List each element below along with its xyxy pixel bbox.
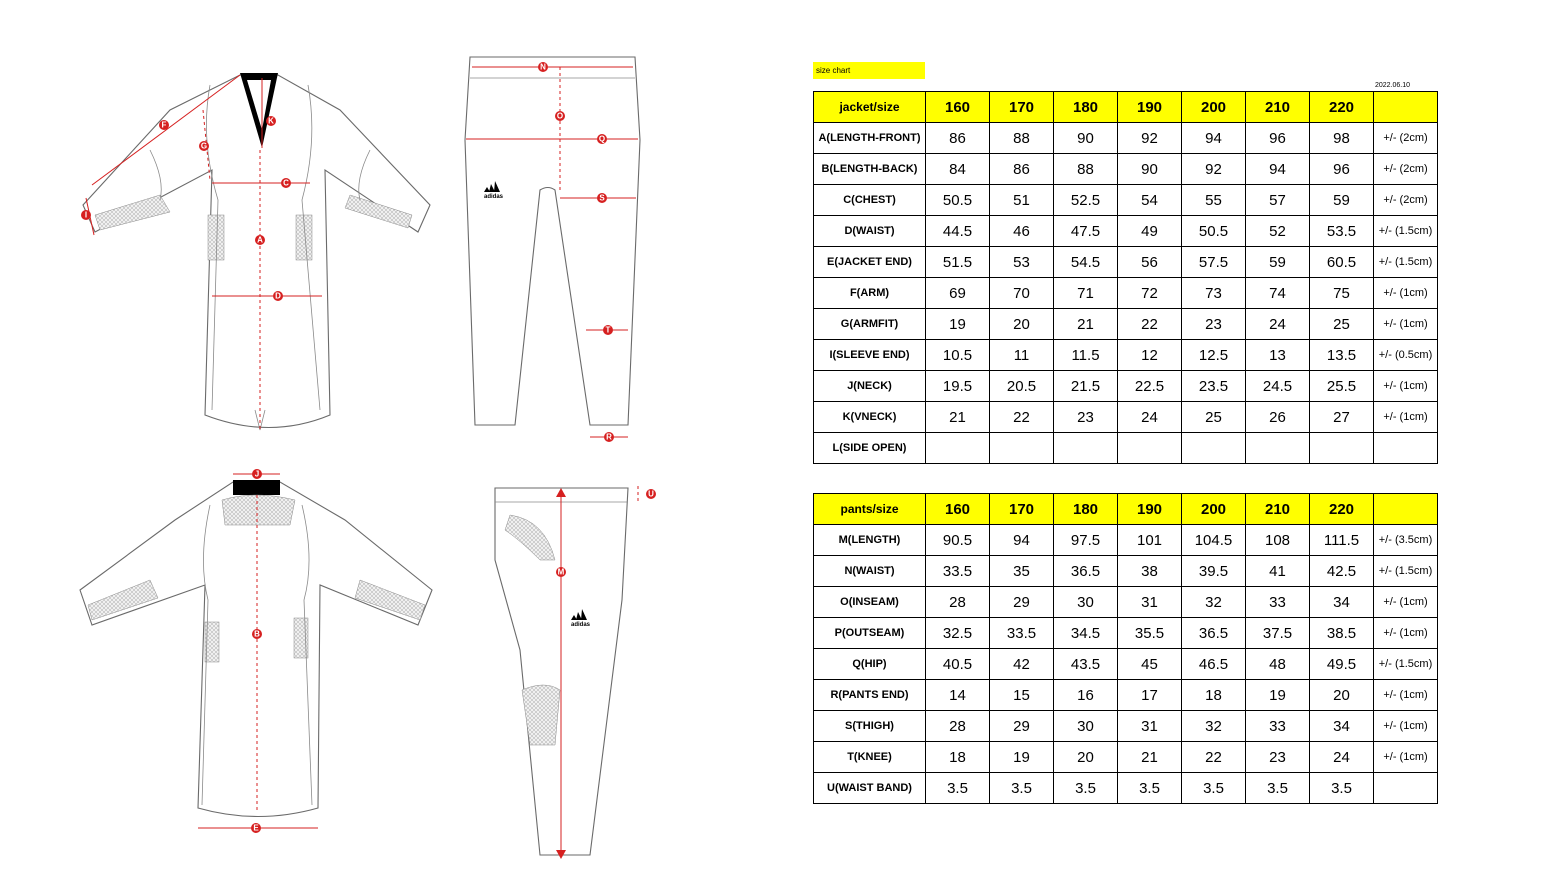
- table-row: [814, 587, 1438, 618]
- tolerance-cell: +/- (1.5cm): [1374, 247, 1438, 278]
- jacket-back-drawing: [80, 474, 432, 828]
- svg-text:D: D: [275, 291, 281, 301]
- size-header-cell: 190: [1118, 494, 1182, 525]
- table-row: [814, 525, 1438, 556]
- size-value-cell: 24.5: [1246, 371, 1310, 402]
- measure-label-f: [159, 120, 169, 130]
- measure-label-j: [252, 469, 262, 479]
- svg-text:U: U: [648, 489, 654, 499]
- size-value-cell: 13: [1246, 340, 1310, 371]
- size-value-cell: 21.5: [1054, 371, 1118, 402]
- tolerance-cell: +/- (1cm): [1374, 587, 1438, 618]
- size-value-cell: 55: [1182, 185, 1246, 216]
- svg-text:J: J: [254, 469, 260, 479]
- size-value-cell: 3.5: [1310, 773, 1374, 804]
- measurement-label: E(JACKET END): [814, 247, 926, 278]
- size-value-cell: 57.5: [1182, 247, 1246, 278]
- size-value-cell: 34.5: [1054, 618, 1118, 649]
- size-header-cell: 170: [990, 92, 1054, 123]
- measurement-label: U(WAIST BAND): [814, 773, 926, 804]
- size-value-cell: 18: [926, 742, 990, 773]
- jacket-front-drawing: [83, 73, 430, 432]
- size-value-cell: 37.5: [1246, 618, 1310, 649]
- size-value-cell: 31: [1118, 711, 1182, 742]
- size-value-cell: 23: [1182, 309, 1246, 340]
- size-value-cell: 42: [990, 649, 1054, 680]
- measure-label-s: [597, 193, 607, 203]
- size-value-cell: 28: [926, 711, 990, 742]
- size-value-cell: 97.5: [1054, 525, 1118, 556]
- table-row: [814, 216, 1438, 247]
- svg-text:K: K: [268, 116, 274, 126]
- tolerance-cell: +/- (2cm): [1374, 154, 1438, 185]
- size-header-cell: 220: [1310, 92, 1374, 123]
- table-header-row: [814, 494, 1438, 525]
- size-value-cell: 21: [1118, 742, 1182, 773]
- size-value-cell: 54.5: [1054, 247, 1118, 278]
- svg-text:I: I: [84, 210, 88, 220]
- table-row: [814, 340, 1438, 371]
- size-value-cell: 29: [990, 587, 1054, 618]
- size-value-cell: [990, 433, 1054, 464]
- size-header-cell: 210: [1246, 92, 1310, 123]
- measure-label-b: [252, 629, 262, 639]
- size-value-cell: 90: [1054, 123, 1118, 154]
- size-value-cell: 33: [1246, 587, 1310, 618]
- measurement-label: B(LENGTH-BACK): [814, 154, 926, 185]
- size-header-cell: 210: [1246, 494, 1310, 525]
- size-value-cell: 22.5: [1118, 371, 1182, 402]
- size-value-cell: 25.5: [1310, 371, 1374, 402]
- size-value-cell: 50.5: [1182, 216, 1246, 247]
- size-value-cell: 88: [990, 123, 1054, 154]
- measurement-label: N(WAIST): [814, 556, 926, 587]
- table-row: [814, 278, 1438, 309]
- tolerance-cell: +/- (1cm): [1374, 402, 1438, 433]
- measurement-label: M(LENGTH): [814, 525, 926, 556]
- size-value-cell: 29: [990, 711, 1054, 742]
- size-value-cell: 31: [1118, 587, 1182, 618]
- pants-size-table: [813, 493, 1438, 804]
- svg-text:F: F: [161, 120, 167, 130]
- measurement-label: C(CHEST): [814, 185, 926, 216]
- size-value-cell: 73: [1182, 278, 1246, 309]
- measurement-label: L(SIDE OPEN): [814, 433, 926, 464]
- size-value-cell: 34: [1310, 587, 1374, 618]
- measure-label-d: [273, 291, 283, 301]
- svg-text:B: B: [254, 629, 260, 639]
- size-value-cell: 59: [1246, 247, 1310, 278]
- measurement-label: K(VNECK): [814, 402, 926, 433]
- size-value-cell: 49.5: [1310, 649, 1374, 680]
- measure-label-g: [199, 141, 209, 151]
- measure-label-m: [556, 567, 566, 577]
- table-row: [814, 154, 1438, 185]
- size-value-cell: 17: [1118, 680, 1182, 711]
- measurement-label: Q(HIP): [814, 649, 926, 680]
- size-value-cell: 10.5: [926, 340, 990, 371]
- table-row: [814, 371, 1438, 402]
- size-value-cell: 24: [1118, 402, 1182, 433]
- table-row: [814, 185, 1438, 216]
- chart-date: 2022.06.10: [1375, 82, 1411, 89]
- table-row: [814, 773, 1438, 804]
- measurement-label: I(SLEEVE END): [814, 340, 926, 371]
- size-value-cell: 48: [1246, 649, 1310, 680]
- size-value-cell: 44.5: [926, 216, 990, 247]
- jacket-size-table: [813, 91, 1438, 464]
- size-value-cell: 32: [1182, 587, 1246, 618]
- measure-label-q: [597, 134, 607, 144]
- size-value-cell: 38.5: [1310, 618, 1374, 649]
- tolerance-cell: +/- (1cm): [1374, 742, 1438, 773]
- pants-back-drawing: [495, 486, 638, 859]
- size-header-cell: 200: [1182, 494, 1246, 525]
- table-header-row: [814, 92, 1438, 123]
- size-value-cell: 3.5: [1118, 773, 1182, 804]
- tolerance-cell: +/- (3.5cm): [1374, 525, 1438, 556]
- pants-table-body: [814, 494, 1438, 804]
- size-value-cell: 111.5: [1310, 525, 1374, 556]
- tolerance-cell: +/- (1cm): [1374, 680, 1438, 711]
- size-value-cell: 25: [1182, 402, 1246, 433]
- measurement-label: G(ARMFIT): [814, 309, 926, 340]
- size-value-cell: 32: [1182, 711, 1246, 742]
- measurement-label: T(KNEE): [814, 742, 926, 773]
- table-row: [814, 433, 1438, 464]
- size-value-cell: [1310, 433, 1374, 464]
- svg-text:O: O: [556, 111, 564, 121]
- size-value-cell: [1054, 433, 1118, 464]
- size-value-cell: 50.5: [926, 185, 990, 216]
- measure-label-t: [603, 325, 613, 335]
- size-value-cell: 59: [1310, 185, 1374, 216]
- tolerance-cell: +/- (1.5cm): [1374, 216, 1438, 247]
- size-value-cell: 30: [1054, 711, 1118, 742]
- size-header-cell: 170: [990, 494, 1054, 525]
- tolerance-header-cell: [1374, 92, 1438, 123]
- size-value-cell: 24: [1310, 742, 1374, 773]
- svg-text:Q: Q: [598, 134, 606, 144]
- size-value-cell: 36.5: [1182, 618, 1246, 649]
- size-value-cell: 52: [1246, 216, 1310, 247]
- size-value-cell: 28: [926, 587, 990, 618]
- size-value-cell: 19: [990, 742, 1054, 773]
- size-value-cell: 21: [926, 402, 990, 433]
- measurement-label: A(LENGTH-FRONT): [814, 123, 926, 154]
- size-value-cell: 19: [926, 309, 990, 340]
- size-value-cell: 20: [990, 309, 1054, 340]
- measure-label-r: [604, 432, 614, 442]
- size-value-cell: 96: [1310, 154, 1374, 185]
- size-value-cell: 56: [1118, 247, 1182, 278]
- size-chart-label: size chart: [813, 62, 925, 79]
- size-value-cell: 94: [990, 525, 1054, 556]
- tolerance-header-cell: [1374, 494, 1438, 525]
- svg-text:E: E: [253, 823, 259, 833]
- size-header-cell: 160: [926, 494, 990, 525]
- size-value-cell: [1118, 433, 1182, 464]
- size-value-cell: 86: [990, 154, 1054, 185]
- size-value-cell: 40.5: [926, 649, 990, 680]
- measure-label-u: [646, 489, 656, 499]
- table-row: [814, 649, 1438, 680]
- size-value-cell: 12: [1118, 340, 1182, 371]
- size-value-cell: 24: [1246, 309, 1310, 340]
- size-value-cell: 20: [1310, 680, 1374, 711]
- measure-label-o: [555, 111, 565, 121]
- tolerance-cell: +/- (1cm): [1374, 278, 1438, 309]
- size-value-cell: 53: [990, 247, 1054, 278]
- svg-text:C: C: [283, 178, 289, 188]
- size-value-cell: 23: [1246, 742, 1310, 773]
- size-value-cell: 38: [1118, 556, 1182, 587]
- size-value-cell: 35: [990, 556, 1054, 587]
- tolerance-cell: +/- (2cm): [1374, 123, 1438, 154]
- tolerance-cell: +/- (1.5cm): [1374, 556, 1438, 587]
- size-value-cell: 20.5: [990, 371, 1054, 402]
- tolerance-cell: +/- (1cm): [1374, 711, 1438, 742]
- size-value-cell: 22: [990, 402, 1054, 433]
- table-row: [814, 123, 1438, 154]
- size-value-cell: 52.5: [1054, 185, 1118, 216]
- size-header-cell: 220: [1310, 494, 1374, 525]
- measurement-label: P(OUTSEAM): [814, 618, 926, 649]
- size-header-cell: 160: [926, 92, 990, 123]
- size-value-cell: 51.5: [926, 247, 990, 278]
- table-row: [814, 309, 1438, 340]
- size-value-cell: 32.5: [926, 618, 990, 649]
- size-value-cell: 51: [990, 185, 1054, 216]
- size-value-cell: 16: [1054, 680, 1118, 711]
- tolerance-cell: +/- (2cm): [1374, 185, 1438, 216]
- size-value-cell: 26: [1246, 402, 1310, 433]
- size-value-cell: 34: [1310, 711, 1374, 742]
- size-value-cell: 54: [1118, 185, 1182, 216]
- size-value-cell: 39.5: [1182, 556, 1246, 587]
- size-value-cell: 21: [1054, 309, 1118, 340]
- size-value-cell: 3.5: [990, 773, 1054, 804]
- size-value-cell: 19.5: [926, 371, 990, 402]
- size-value-cell: 23.5: [1182, 371, 1246, 402]
- measure-label-a: [255, 235, 265, 245]
- size-value-cell: 11.5: [1054, 340, 1118, 371]
- pants-front-drawing: [465, 57, 640, 437]
- size-value-cell: 101: [1118, 525, 1182, 556]
- size-value-cell: 98: [1310, 123, 1374, 154]
- size-value-cell: 30: [1054, 587, 1118, 618]
- svg-text:N: N: [540, 62, 546, 72]
- size-value-cell: 36.5: [1054, 556, 1118, 587]
- table-row: [814, 247, 1438, 278]
- size-header-cell: 180: [1054, 92, 1118, 123]
- table-header-label: jacket/size: [814, 92, 926, 123]
- size-value-cell: 84: [926, 154, 990, 185]
- size-value-cell: 33.5: [990, 618, 1054, 649]
- size-value-cell: [1182, 433, 1246, 464]
- measurement-label: O(INSEAM): [814, 587, 926, 618]
- size-value-cell: 25: [1310, 309, 1374, 340]
- svg-text:M: M: [557, 567, 565, 577]
- size-value-cell: 88: [1054, 154, 1118, 185]
- size-value-cell: 12.5: [1182, 340, 1246, 371]
- measurement-label: R(PANTS END): [814, 680, 926, 711]
- size-value-cell: 23: [1054, 402, 1118, 433]
- size-value-cell: 108: [1246, 525, 1310, 556]
- size-value-cell: 90.5: [926, 525, 990, 556]
- size-value-cell: 46.5: [1182, 649, 1246, 680]
- measure-label-i: [81, 210, 91, 220]
- table-row: [814, 402, 1438, 433]
- tolerance-cell: +/- (0.5cm): [1374, 340, 1438, 371]
- size-value-cell: 45: [1118, 649, 1182, 680]
- size-value-cell: 72: [1118, 278, 1182, 309]
- svg-text:A: A: [257, 235, 263, 245]
- size-value-cell: 86: [926, 123, 990, 154]
- table-row: [814, 618, 1438, 649]
- size-value-cell: 94: [1182, 123, 1246, 154]
- size-value-cell: 20: [1054, 742, 1118, 773]
- size-value-cell: [926, 433, 990, 464]
- size-value-cell: 49: [1118, 216, 1182, 247]
- table-row: [814, 680, 1438, 711]
- size-value-cell: 11: [990, 340, 1054, 371]
- size-value-cell: 74: [1246, 278, 1310, 309]
- tolerance-cell: +/- (1cm): [1374, 371, 1438, 402]
- tolerance-cell: +/- (1cm): [1374, 309, 1438, 340]
- svg-text:T: T: [605, 325, 611, 335]
- size-value-cell: 70: [990, 278, 1054, 309]
- measure-label-n: [538, 62, 548, 72]
- svg-text:S: S: [599, 193, 605, 203]
- size-value-cell: 19: [1246, 680, 1310, 711]
- size-value-cell: 60.5: [1310, 247, 1374, 278]
- tolerance-cell: [1374, 773, 1438, 804]
- size-value-cell: 57: [1246, 185, 1310, 216]
- size-value-cell: 22: [1118, 309, 1182, 340]
- size-value-cell: 96: [1246, 123, 1310, 154]
- size-value-cell: [1246, 433, 1310, 464]
- measure-label-e: [251, 823, 261, 833]
- size-value-cell: 104.5: [1182, 525, 1246, 556]
- measure-label-c: [281, 178, 291, 188]
- size-value-cell: 46: [990, 216, 1054, 247]
- svg-text:adidas: adidas: [571, 622, 591, 628]
- size-value-cell: 3.5: [1182, 773, 1246, 804]
- size-value-cell: 3.5: [1054, 773, 1118, 804]
- table-row: [814, 711, 1438, 742]
- size-value-cell: 13.5: [1310, 340, 1374, 371]
- size-header-cell: 180: [1054, 494, 1118, 525]
- size-value-cell: 15: [990, 680, 1054, 711]
- size-value-cell: 94: [1246, 154, 1310, 185]
- size-header-cell: 200: [1182, 92, 1246, 123]
- size-value-cell: 3.5: [1246, 773, 1310, 804]
- size-value-cell: 3.5: [926, 773, 990, 804]
- measurement-label: S(THIGH): [814, 711, 926, 742]
- svg-text:R: R: [606, 432, 612, 442]
- size-value-cell: 75: [1310, 278, 1374, 309]
- jacket-table-body: [814, 92, 1438, 464]
- size-value-cell: 33.5: [926, 556, 990, 587]
- svg-text:G: G: [200, 141, 208, 151]
- size-value-cell: 35.5: [1118, 618, 1182, 649]
- size-value-cell: 14: [926, 680, 990, 711]
- table-row: [814, 742, 1438, 773]
- tolerance-cell: [1374, 433, 1438, 464]
- size-value-cell: 71: [1054, 278, 1118, 309]
- tolerance-cell: +/- (1.5cm): [1374, 649, 1438, 680]
- size-value-cell: 41: [1246, 556, 1310, 587]
- size-value-cell: 90: [1118, 154, 1182, 185]
- size-value-cell: 33: [1246, 711, 1310, 742]
- measurement-label: F(ARM): [814, 278, 926, 309]
- svg-text:adidas: adidas: [484, 194, 504, 200]
- size-value-cell: 53.5: [1310, 216, 1374, 247]
- size-value-cell: 18: [1182, 680, 1246, 711]
- table-header-label: pants/size: [814, 494, 926, 525]
- measurement-label: J(NECK): [814, 371, 926, 402]
- size-value-cell: 92: [1182, 154, 1246, 185]
- size-value-cell: 27: [1310, 402, 1374, 433]
- table-row: [814, 556, 1438, 587]
- size-value-cell: 69: [926, 278, 990, 309]
- measurement-label: D(WAIST): [814, 216, 926, 247]
- size-value-cell: 22: [1182, 742, 1246, 773]
- size-value-cell: 47.5: [1054, 216, 1118, 247]
- tolerance-cell: +/- (1cm): [1374, 618, 1438, 649]
- size-value-cell: 92: [1118, 123, 1182, 154]
- size-value-cell: 42.5: [1310, 556, 1374, 587]
- size-value-cell: 43.5: [1054, 649, 1118, 680]
- measure-label-k: [266, 116, 276, 126]
- size-header-cell: 190: [1118, 92, 1182, 123]
